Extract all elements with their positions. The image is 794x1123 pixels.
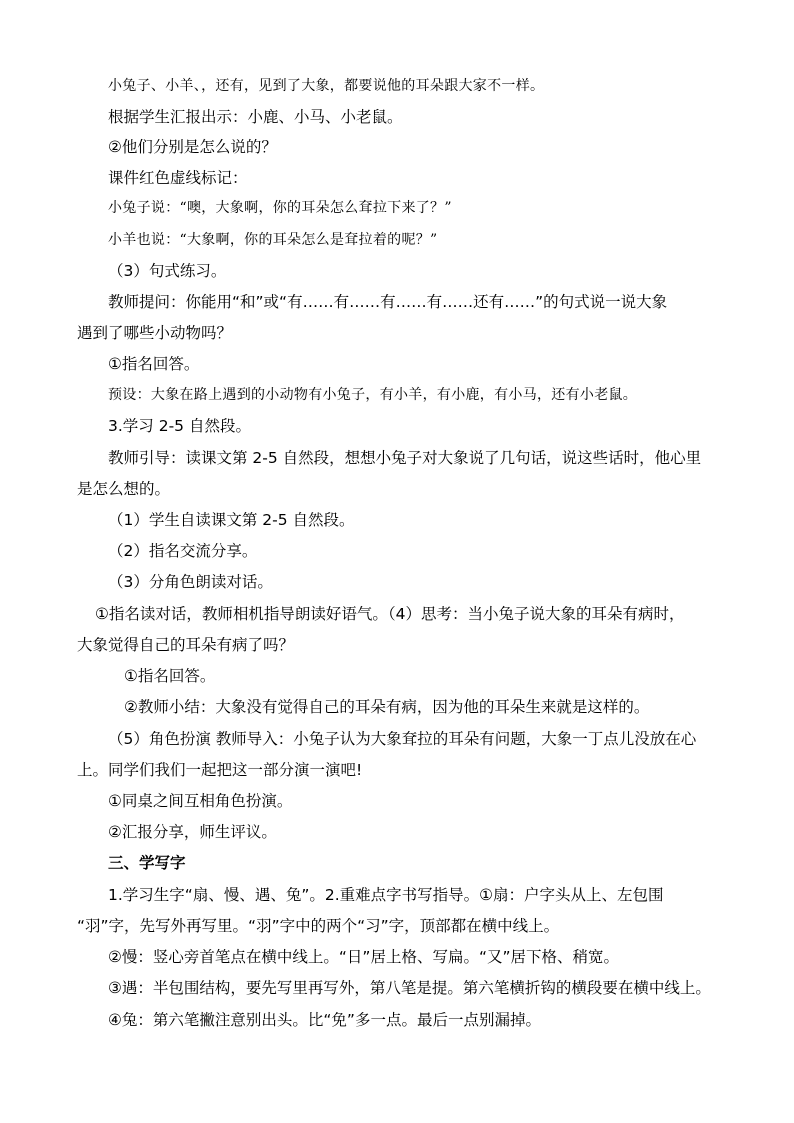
- text-line: ①同桌之间互相角色扮演。: [108, 792, 293, 810]
- text-line: 上。同学们我们一起把这一部分演一演吧!: [77, 761, 363, 779]
- text-line: 教师引导：读课文第 2-5 自然段，想想小兔子对大象说了几句话，说这些话时，他心里: [108, 449, 702, 467]
- text-line: （3）句式练习。: [108, 262, 227, 280]
- text-line: 小兔子说：“噢，大象啊，你的耳朵怎么耷拉下来了？”: [108, 200, 452, 216]
- text-line: “羽”字，先写外再写里。“羽”字中的两个“习”字，顶部都在横中线上。: [77, 917, 560, 935]
- text-line: ②教师小结：大象没有觉得自己的耳朵有病，因为他的耳朵生来就是这样的。: [124, 698, 650, 716]
- text-line: ②他们分别是怎么说的？: [108, 138, 277, 156]
- text-line: 根据学生汇报出示：小鹿、小马、小老鼠。: [108, 108, 403, 126]
- text-line: 小羊也说：“大象啊，你的耳朵怎么是耷拉着的呢？”: [108, 232, 438, 248]
- text-line: 3.学习 2-5 自然段。: [108, 417, 251, 435]
- text-line: 1.学习生字“扇、慢、遇、兔”。2.重难点字书写指导。①扇：户字头从上、左包围: [108, 886, 664, 904]
- text-line: （3）分角色朗读对话。: [108, 573, 273, 591]
- text-line: ②慢：竖心旁首笔点在横中线上。“日”居上格、写扁。“又”居下格、稍宽。: [108, 948, 620, 966]
- text-line: （1）学生自读课文第 2-5 自然段。: [108, 511, 355, 529]
- text-line: 小兔子、小羊、，还有，见到了大象，都要说他的耳朵跟大家不一样。: [108, 78, 545, 94]
- text-line: ②汇报分享，师生评议。: [108, 823, 277, 841]
- text-line: 大象觉得自己的耳朵有病了吗？: [77, 636, 295, 654]
- text-line: 遇到了哪些小动物吗？: [77, 324, 233, 342]
- text-line: ①指名回答。: [124, 667, 216, 685]
- text-line: ③遇：半包围结构，要先写里再写外，第八笔是提。第六笔横折钩的横段要在横中线上。: [108, 979, 711, 997]
- text-line: 教师提问：你能用“和”或“有……有……有……有……还有……”的句式说一说大象: [108, 293, 668, 311]
- text-line: （5）角色扮演 教师导入：小兔子认为大象耷拉的耳朵有问题，大象一丁点儿没放在心: [108, 730, 697, 748]
- text-line: ①指名回答。: [108, 355, 200, 373]
- text-line: ①指名读对话，教师相机指导朗读好语气。（4）思考：当小兔子说大象的耳朵有病时，: [95, 605, 685, 623]
- text-line: 预设：大象在路上遇到的小动物有小兔子，有小羊，有小鹿，有小马，还有小老鼠。: [108, 387, 638, 403]
- text-line: ④兔：第六笔撇注意别出头。比“免”多一点。最后一点别漏掉。: [108, 1011, 541, 1029]
- section-heading: 三、学写字: [108, 854, 186, 872]
- text-line: （2）指名交流分享。: [108, 542, 258, 560]
- text-line: 课件红色虚线标记：: [108, 169, 248, 187]
- text-line: 是怎么想的。: [77, 480, 171, 498]
